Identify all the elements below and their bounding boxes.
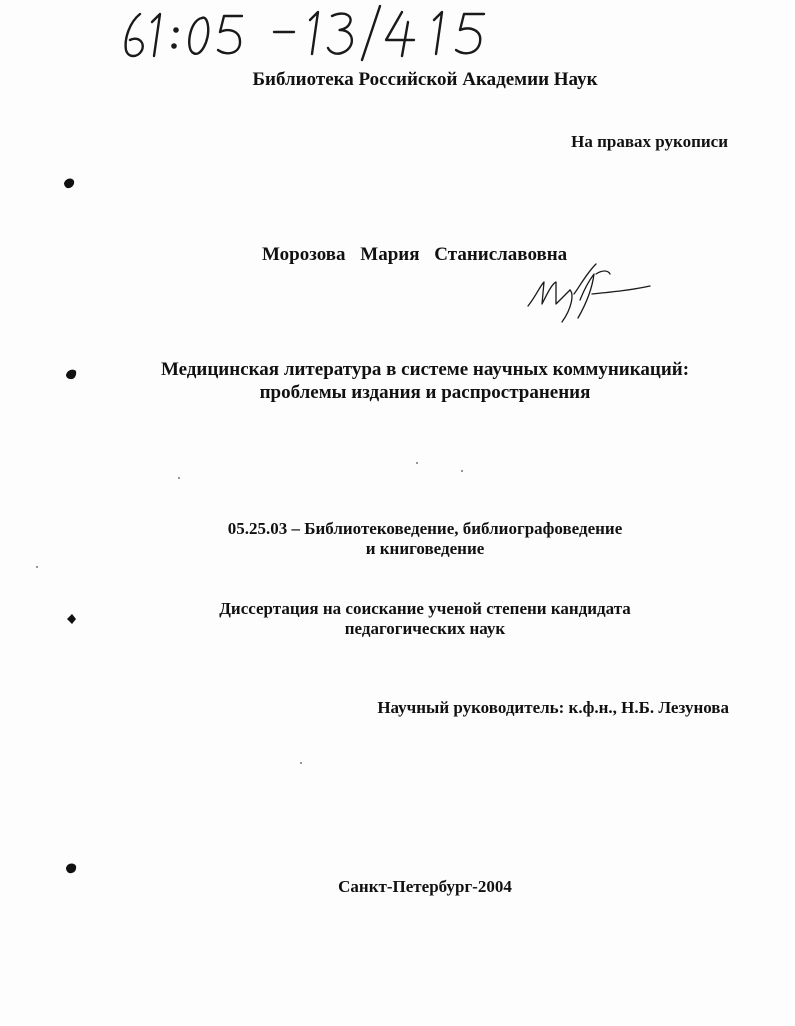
dissertation-title-line-2: проблемы издания и распространения bbox=[259, 382, 591, 403]
scan-speck bbox=[36, 566, 38, 568]
dissertation-title-line-1: Медицинская литература в системе научных коммуникаций: bbox=[160, 359, 690, 380]
specialty-line-1: 05.25.03 – Библиотековедение, библиографоведение bbox=[227, 519, 623, 538]
scientific-advisor: Научный руководитель: к.ф.н., Н.Б. Лезунова bbox=[377, 698, 729, 717]
author-name: Морозова Мария Станиславовна bbox=[262, 244, 568, 265]
scan-speck bbox=[178, 477, 180, 479]
bullet-mark-icon bbox=[64, 861, 78, 875]
specialty-line-2: и книговедение bbox=[365, 539, 485, 558]
city-year: Санкт-Петербург-2004 bbox=[338, 877, 512, 896]
bullet-mark-icon bbox=[62, 176, 76, 190]
bullet-mark-icon bbox=[64, 367, 78, 381]
handwritten-archive-number bbox=[118, 2, 518, 64]
signature-icon bbox=[522, 260, 652, 328]
scan-speck bbox=[300, 762, 302, 764]
rights-note: На правах рукописи bbox=[571, 132, 728, 151]
institution-name: Библиотека Российской Академии Наук bbox=[252, 69, 598, 90]
degree-line-2: педагогических наук bbox=[344, 619, 506, 638]
scan-speck bbox=[416, 462, 418, 464]
bullet-mark-icon bbox=[64, 612, 78, 626]
scan-speck bbox=[461, 470, 463, 472]
degree-line-1: Диссертация на соискание ученой степени кандидата bbox=[219, 599, 631, 618]
